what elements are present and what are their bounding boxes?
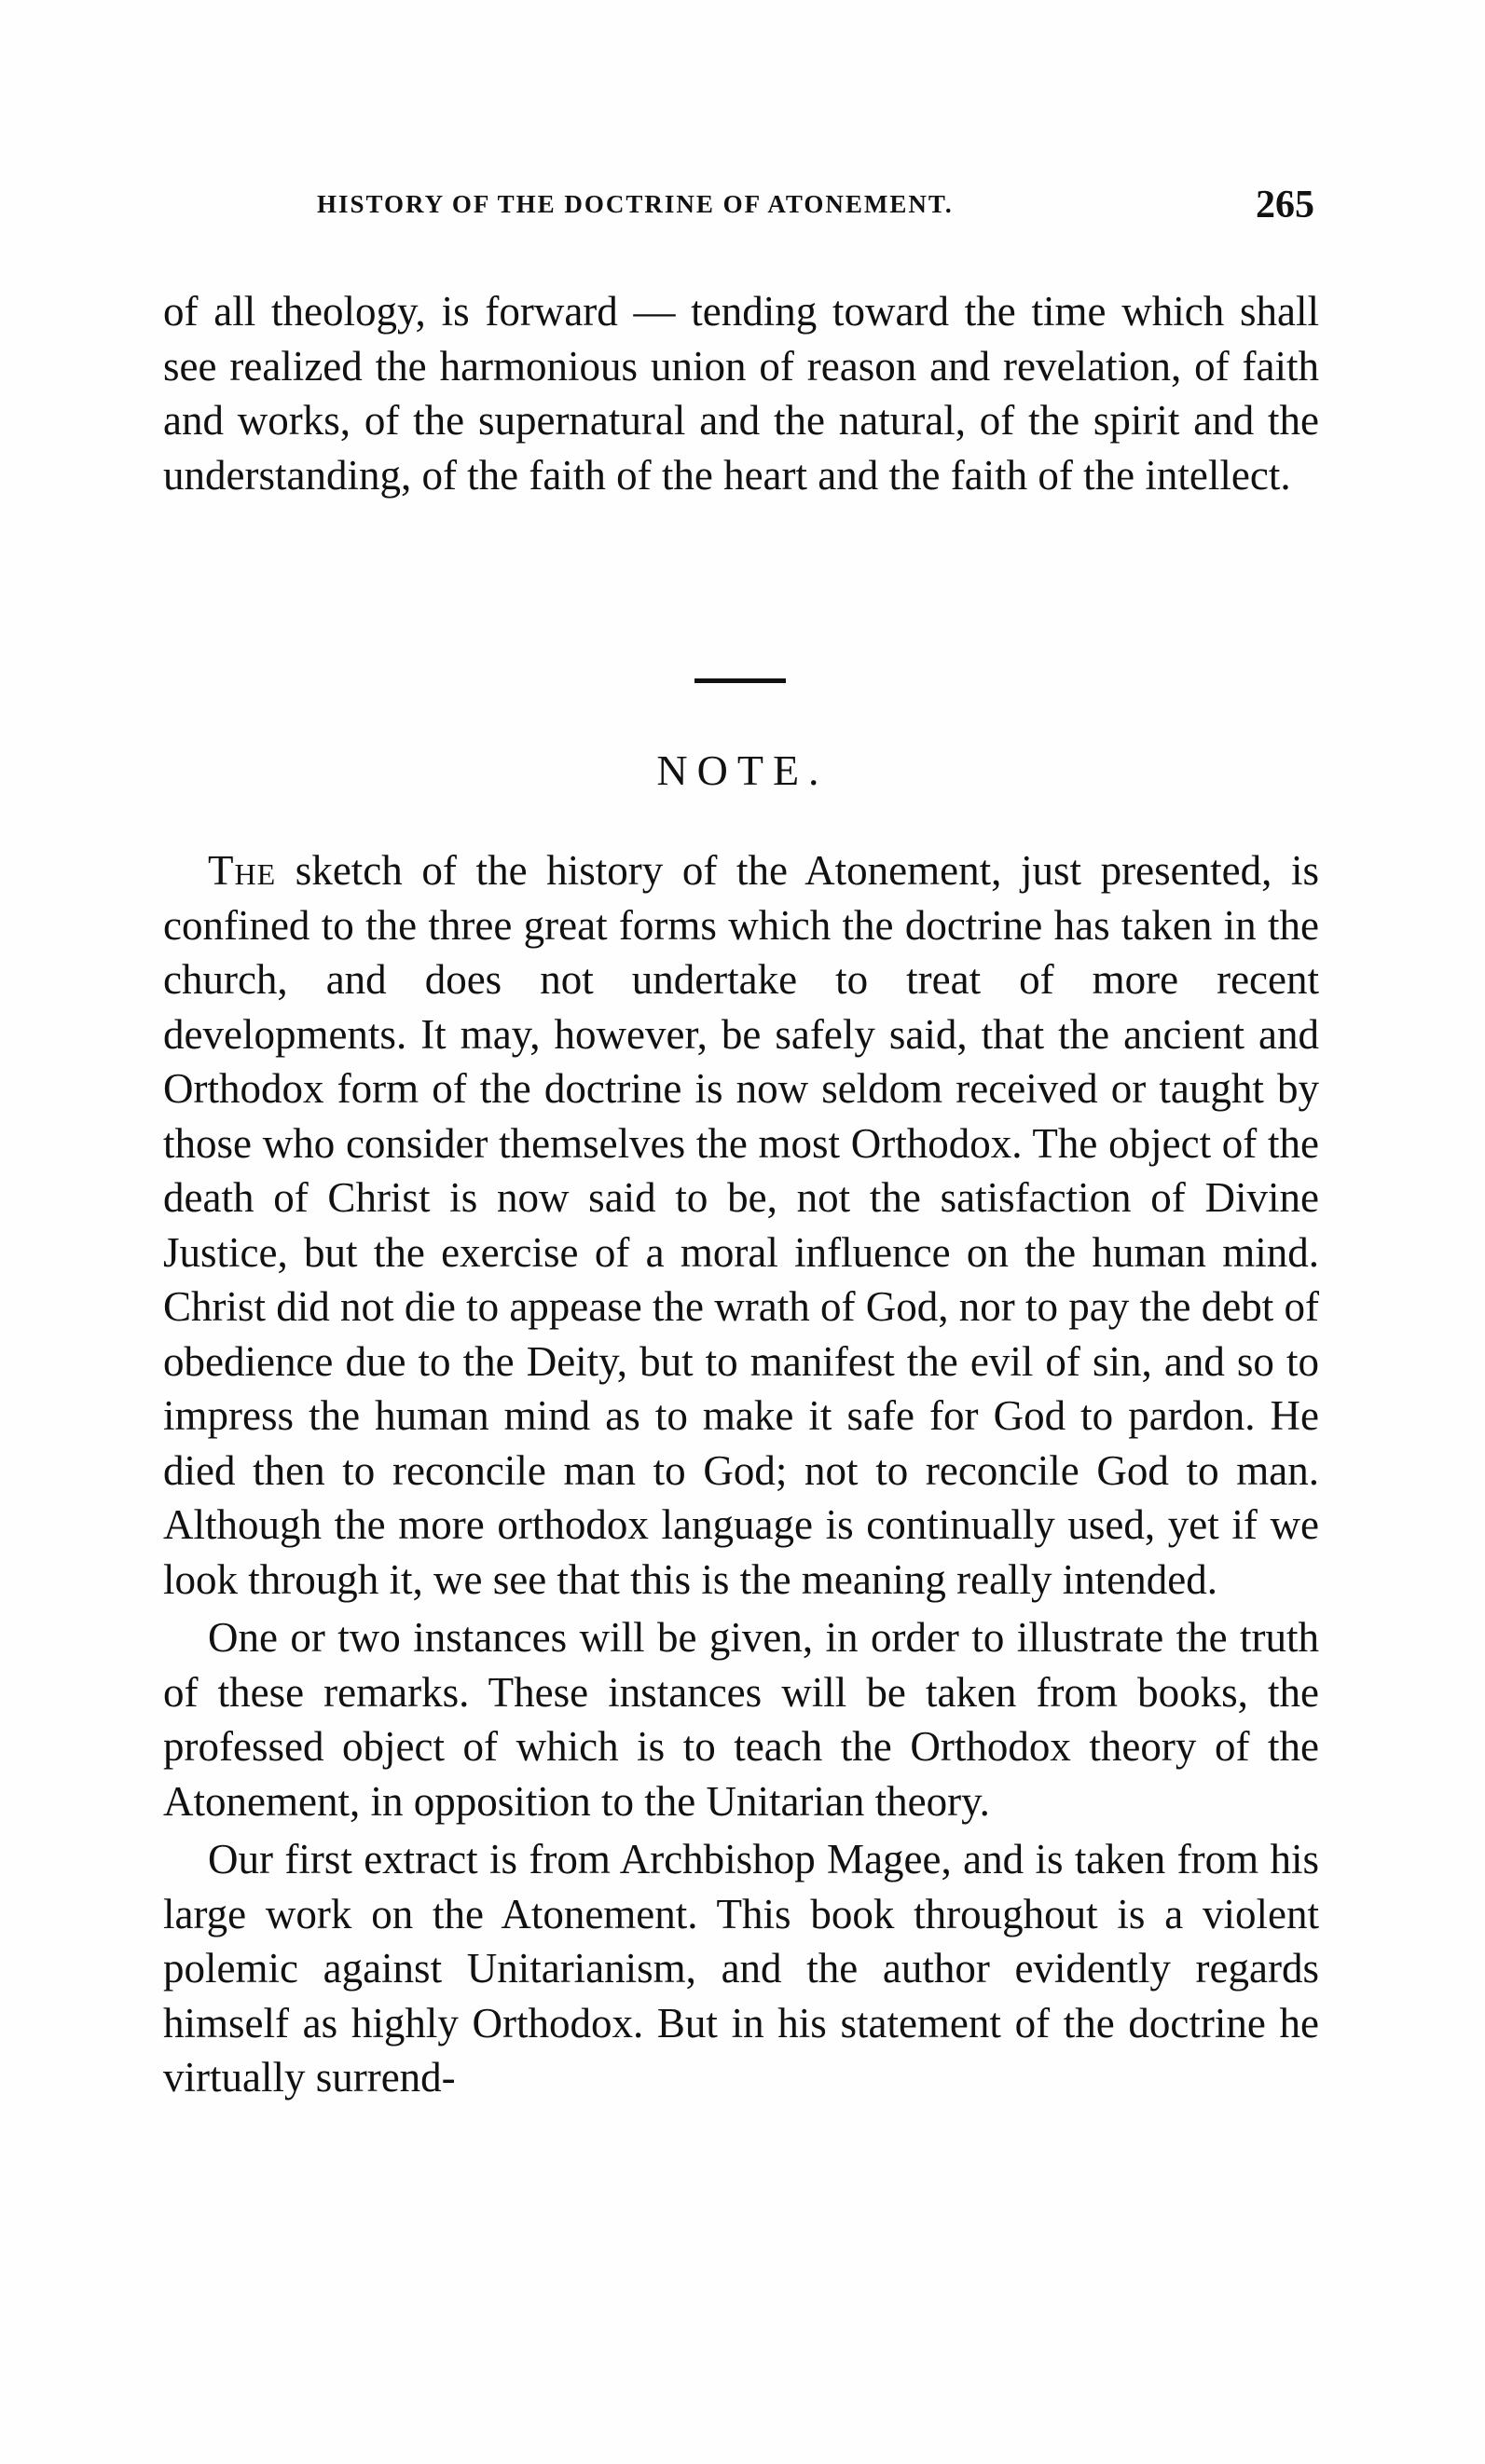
- page-number: 265: [1256, 184, 1314, 226]
- note-paragraph-3: Our first extract is from Archbishop Magee, and is taken from his large work on the Atonement. This book throughout is a violent polemic against Unitarianism, and the author evidently regards himself as highly Orthodox. But in his statement of the doctrine he virtually surrend-: [163, 1836, 1319, 2101]
- note-heading: NOTE.: [656, 746, 829, 794]
- lead-paragraph-block: [163, 284, 1319, 502]
- note-paragraph-1-text: sketch of the history of the Atonement, just presented, is confined to the three great forms which the doctrine has taken in the church, and does not undertake to treat of more recent developments. It may, however, be safely said, that the ancient and Orthodox form of the doctrine is now seldom received or taught by those who consider themselves the most Orthodox. The object of the death of Christ is now said to be, not the satisfaction of Divine Justice, but the exercise of a moral influence on the human mind. Christ did not die to appease the wrath of God, nor to pay the debt of obedience due to the Deity, but to manifest the evil of sin, and so to impress the human mind as to make it safe for God to pardon. He died then to reconcile man to God; not to reconcile God to man. Although the more orthodox language is continually used, yet if we look through it, we see that this is the meaning really intended.: [163, 847, 1319, 1603]
- running-title: HISTORY OF THE DOCTRINE OF ATONEMENT.: [317, 190, 954, 218]
- note-paragraph-1: [163, 843, 1319, 1607]
- running-head: [317, 183, 1314, 239]
- section-divider: [694, 678, 786, 683]
- note-paragraph-2: One or two instances will be given, in order to illustrate the truth of these remarks. These instances will be taken from books, the professed object of which is to teach the Orthodox theory of the Atonement, in opposition to the Unitarian theory.: [163, 1614, 1319, 1825]
- lead-paragraph: of all theology, is forward — tending toward the time which shall see realized the harmonious union of reason and revelation, of faith and works, of the supernatural and the natural, of the spirit and the understanding, of the faith of the heart and the faith of the intellect.: [163, 288, 1319, 499]
- note-paragraph-1-lead: The: [208, 847, 277, 894]
- note-body: [163, 843, 1319, 2105]
